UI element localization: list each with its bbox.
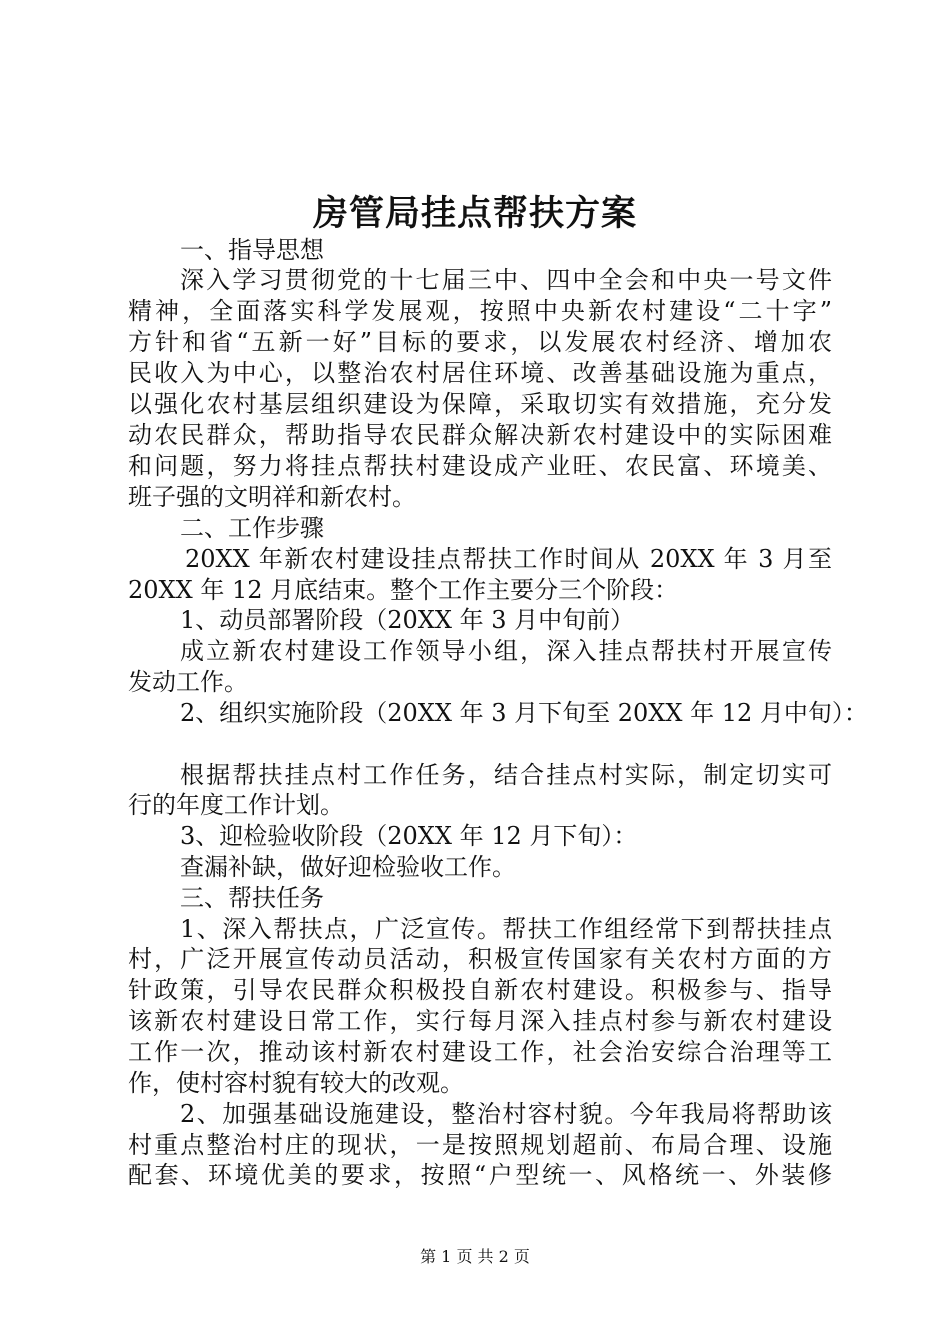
body-line: 1、动员部署阶段（20XX 年 3 月中旬前）: [180, 606, 635, 634]
document-title: 房管局挂点帮扶方案: [312, 193, 637, 234]
body-line: 村重点整治村庄的现状，一是按照规划超前、布局合理、设施: [128, 1131, 832, 1159]
body-line: 深入学习贯彻党的十七届三中、四中全会和中央一号文件: [180, 266, 832, 294]
body-line: 2、组织实施阶段（20XX 年 3 月下旬至 20XX 年 12 月中旬）：: [180, 699, 868, 727]
body-line: 该新农村建设日常工作，实行每月深入挂点村参与新农村建设: [128, 1007, 832, 1035]
body-line: 1、深入帮扶点，广泛宣传。帮扶工作组经常下到帮扶挂点: [180, 915, 832, 943]
body-line: 工作一次，推动该村新农村建设工作，社会治安综合治理等工: [128, 1038, 832, 1066]
body-line: 作，使村容村貌有较大的改观。: [128, 1069, 464, 1097]
body-line: 成立新农村建设工作领导小组，深入挂点帮扶村开展宣传: [180, 637, 832, 665]
body-line: 20XX 年新农村建设挂点帮扶工作时间从 20XX 年 3 月至: [185, 545, 832, 573]
heading-3: 三、帮扶任务: [180, 884, 324, 912]
body-line: 村，广泛开展宣传动员活动，积极宣传国家有关农村方面的方: [128, 945, 832, 973]
body-line: 行的年度工作计划。: [128, 791, 344, 819]
body-line: 查漏补缺，做好迎检验收工作。: [180, 853, 516, 881]
body-line: 动农民群众，帮助指导农民群众解决新农村建设中的实际困难: [128, 421, 832, 449]
body-line: 3、迎检验收阶段（20XX 年 12 月下旬）：: [180, 822, 638, 850]
body-line: 和问题，努力将挂点帮扶村建设成产业旺、农民富、环境美、: [128, 452, 832, 480]
body-line: 配套、环境优美的要求，按照“户型统一、风格统一、外装修: [128, 1161, 832, 1189]
body-line: 根据帮扶挂点村工作任务，结合挂点村实际，制定切实可: [180, 761, 832, 789]
body-line: 方针和省“五新一好”目标的要求，以发展农村经济、增加农: [128, 328, 832, 356]
body-line: 2、加强基础设施建设，整治村容村貌。今年我局将帮助该: [180, 1100, 832, 1128]
body-line: 以强化农村基层组织建设为保障，采取切实有效措施，充分发: [128, 390, 832, 418]
body-line: 20XX 年 12 月底结束。整个工作主要分三个阶段：: [128, 576, 679, 604]
body-line: 针政策，引导农民群众积极投自新农村建设。积极参与、指导: [128, 976, 832, 1004]
body-line: 班子强的文明祥和新农村。: [128, 483, 416, 511]
body-line: 精神，全面落实科学发展观，按照中央新农村建设“二十字”: [128, 297, 832, 325]
body-line: 发动工作。: [128, 668, 248, 696]
heading-1: 一、指导思想: [180, 236, 324, 264]
page-footer: 第 1 页 共 2 页: [420, 1247, 530, 1266]
heading-2: 二、工作步骤: [180, 514, 324, 542]
body-line: 民收入为中心，以整治农村居住环境、改善基础设施为重点，: [128, 359, 832, 387]
